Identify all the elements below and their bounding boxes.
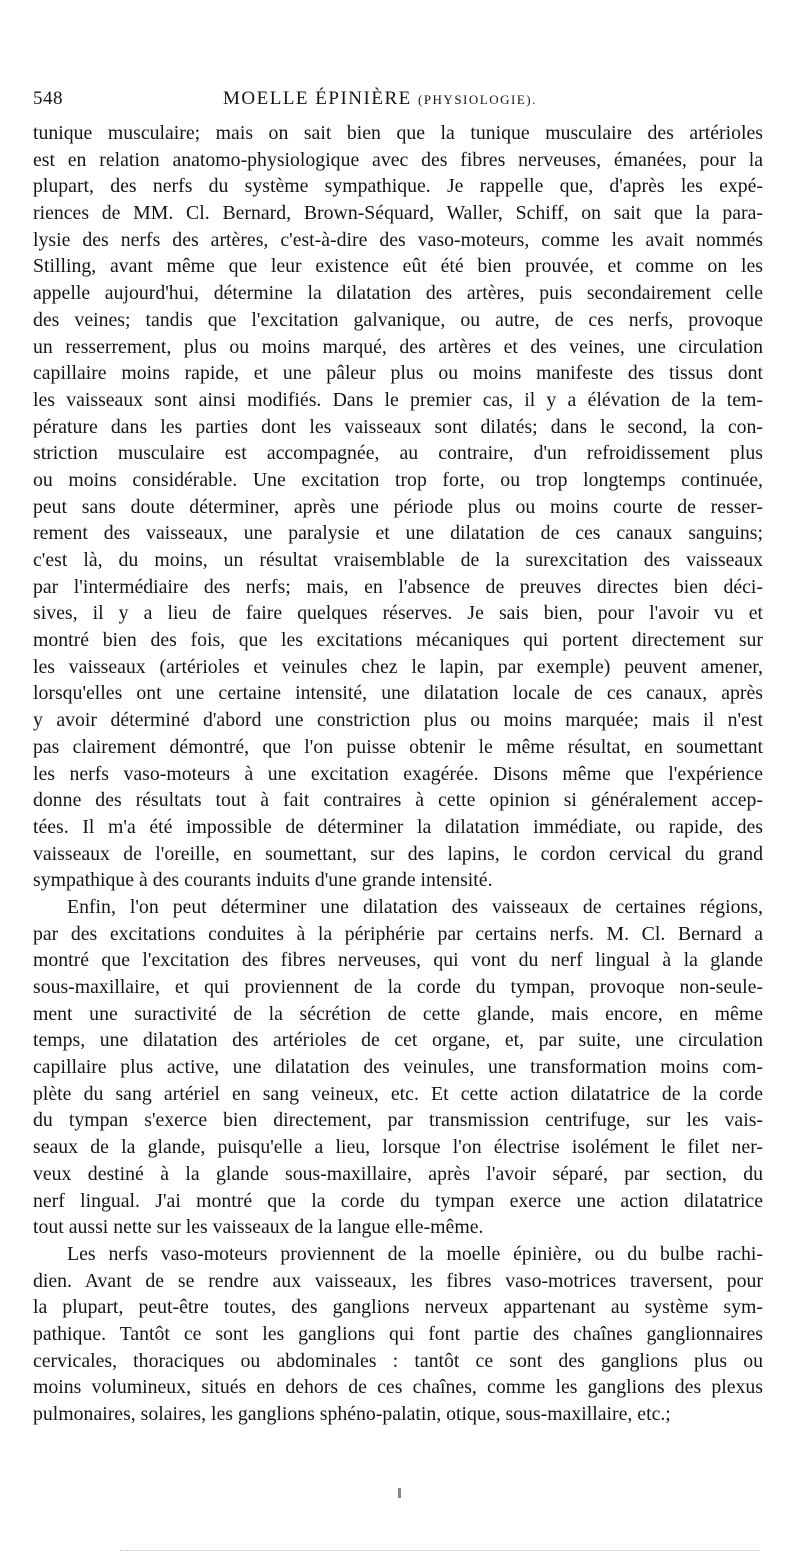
text-line: la plupart, peut-être toutes, des ganglions nerveux appartenant au système sym-: [33, 1296, 763, 1319]
text-line: montré que l'excitation des fibres nerveuses, qui vont du nerf lingual à la glande: [33, 949, 763, 972]
text-line: lysie des nerfs des artères, c'est-à-dire des vaso-moteurs, comme les avait nommés: [33, 228, 763, 251]
text-line: les vaisseaux (artérioles et veinules chez le lapin, par exemple) peuvent amener,: [33, 655, 763, 678]
text-line: peut sans doute déterminer, après une période plus ou moins courte de resser-: [33, 495, 763, 518]
text-line: des veines; tandis que l'excitation galvanique, ou autre, de ces nerfs, provoque: [33, 308, 763, 331]
text-line: donne des résultats tout à fait contraires à cette opinion si généralement accep-: [33, 789, 763, 812]
text-line: tout aussi nette sur les vaisseaux de la langue elle-même.: [33, 1216, 484, 1239]
text-line: appelle aujourd'hui, détermine la dilatation des artères, puis secondairement celle: [33, 282, 763, 305]
text-line: montré bien des fois, que les excitations mécaniques qui portent directement sur: [33, 629, 763, 652]
page-number: 548: [33, 88, 63, 109]
text-line: Les nerfs vaso-moteurs proviennent de la moelle épinière, ou du bulbe rachi-: [67, 1242, 763, 1265]
text-line: plète du sang artériel en sang veineux, etc. Et cette action dilatatrice de la corde: [33, 1082, 763, 1105]
text-line: moins volumineux, situés en dehors de ces chaînes, comme les ganglions des plexus: [33, 1376, 763, 1399]
text-line: par des excitations conduites à la périphérie par certains nerfs. M. Cl. Bernard a: [33, 922, 763, 945]
text-line: les vaisseaux sont ainsi modifiés. Dans le premier cas, il y a élévation de la tem-: [33, 388, 763, 411]
text-line: dien. Avant de se rendre aux vaisseaux, les fibres vaso-motrices traversent, pour: [33, 1269, 763, 1292]
text-line: sous-maxillaire, et qui proviennent de la corde du tympan, provoque non-seule-: [33, 976, 763, 998]
text-line: ment une suractivité de la sécrétion de cette glande, mais encore, en même: [33, 1002, 763, 1025]
text-line: du tympan s'exerce bien directement, par transmission centrifuge, sur les vais-: [33, 1109, 763, 1132]
text-line: striction musculaire est accompagnée, au contraire, d'un refroidissement plus: [33, 442, 763, 465]
text-line: riences de MM. Cl. Bernard, Brown-Séquard, Waller, Schiff, on sait que la para-: [33, 202, 763, 225]
text-line: pas clairement démontré, que l'on puisse obtenir le même résultat, en soumettant: [33, 735, 763, 758]
text-line: c'est là, du moins, un résultat vraisemblable de la surexcitation des vaisseaux: [33, 549, 763, 571]
text-line: pathique. Tantôt ce sont les ganglions qui font partie des chaînes ganglionnaires: [33, 1322, 763, 1345]
paragraph: [33, 894, 763, 1241]
text-line: tées. Il m'a été impossible de déterminer la dilatation immédiate, ou rapide, des: [33, 815, 763, 838]
text-line: vaisseaux de l'oreille, en soumettant, sur des lapins, le cordon cervical du grand: [33, 842, 763, 865]
text-line: y avoir déterminé d'abord une constriction plus ou moins marquée; mais il n'est: [33, 709, 763, 732]
text-line: rement des vaisseaux, une paralysie et une dilatation de ces canaux sanguins;: [33, 522, 763, 545]
paragraph: [33, 1241, 763, 1428]
text-line: capillaire plus active, une dilatation des veinules, une transformation moins com-: [33, 1056, 763, 1079]
text-line: sives, il y a lieu de faire quelques réserves. Je sais bien, pour l'avoir vu et: [33, 602, 763, 625]
page-title: [223, 88, 537, 110]
text-line: est en relation anatomo-physiologique avec des fibres nerveuses, émanées, pour la: [33, 148, 763, 171]
text-line: Enfin, l'on peut déterminer une dilatation des vaisseaux de certaines régions,: [67, 895, 763, 918]
text-line: seaux de la glande, puisqu'elle a lieu, lorsque l'on électrise isolément le filet ner-: [33, 1136, 763, 1159]
text-line: pulmonaires, solaires, les ganglions sphéno-palatin, otique, sous-maxillaire, etc.;: [33, 1403, 671, 1425]
body-text: [33, 120, 763, 1428]
text-line: plupart, des nerfs du système sympathique. Je rappelle que, d'après les expé-: [33, 175, 763, 198]
text-line: tunique musculaire; mais on sait bien que la tunique musculaire des artérioles: [33, 122, 763, 144]
title-subtitle: (PHYSIOLOGIE).: [417, 92, 537, 107]
text-line: ou moins considérable. Une excitation trop forte, ou trop longtemps continuée,: [33, 468, 763, 491]
text-line: lorsqu'elles ont une certaine intensité, une dilatation locale de ces canaux, après: [33, 682, 763, 705]
text-line: un resserrement, plus ou moins marqué, des artères et des veines, une circulation: [33, 335, 763, 358]
text-line: cervicales, thoraciques ou abdominales : tantôt ce sont des ganglions plus ou: [33, 1349, 763, 1372]
text-line: par l'intermédiaire des nerfs; mais, en l'absence de preuves directes bien déci-: [33, 575, 763, 598]
title-text: MOELLE ÉPINIÈRE: [223, 88, 412, 109]
text-line: capillaire moins rapide, et une pâleur plus ou moins manifeste des tissus dont: [33, 362, 763, 385]
text-line: sympathique à des courants induits d'une grande intensité.: [33, 869, 493, 892]
page-ornament: [398, 1488, 401, 1498]
text-line: les nerfs vaso-moteurs à une excitation exagérée. Disons même que l'expérience: [33, 762, 763, 785]
text-line: Stilling, avant même que leur existence eût été bien prouvée, et comme on les: [33, 255, 763, 278]
bottom-rule: [120, 1550, 760, 1552]
text-line: nerf lingual. J'ai montré que la corde du tympan exerce une action dilatatrice: [33, 1189, 763, 1212]
text-line: pérature dans les parties dont les vaisseaux sont dilatés; dans le second, la con-: [33, 415, 763, 438]
text-line: veux destiné à la glande sous-maxillaire, après l'avoir séparé, par section, du: [33, 1162, 763, 1185]
paragraph: [33, 120, 763, 894]
text-line: temps, une dilatation des artérioles de cet organe, et, par suite, une circulation: [33, 1029, 763, 1052]
running-head: [33, 88, 763, 112]
